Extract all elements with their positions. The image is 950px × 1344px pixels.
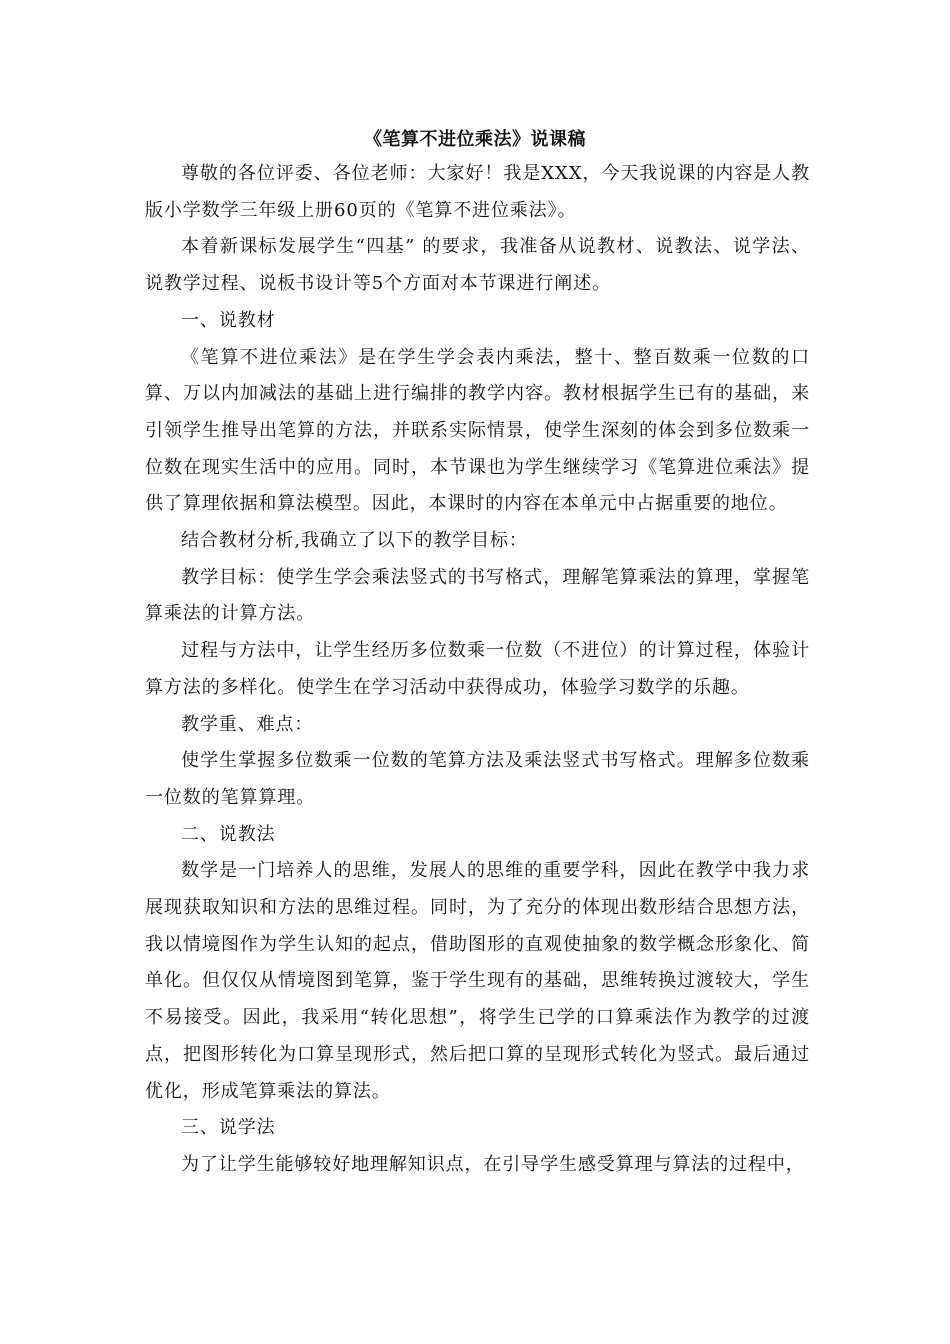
subheading-key-points: 教学重、难点：	[181, 713, 314, 735]
paragraph-overview: 本着新课标发展学生“四基” 的要求，我准备从说教材、说教法、说学法、说教学过程、说板书设计等5个方面对本节课进行阐述。	[145, 236, 810, 295]
paragraph-process-method: 过程与方法中，让学生经历多位数乘一位数（不进位）的计算过程，体验计算方法的多样化。使学生在学习活动中获得成功，体验学习数学的乐趣。	[145, 640, 810, 698]
paragraph-teaching-goal: 教学目标：使学生学会乘法竖式的书写格式，理解笔算乘法的算理，掌握笔算乘法的计算方法。	[145, 566, 810, 625]
section-heading-textbook: 一、说教材	[181, 309, 276, 331]
document-body	[145, 156, 810, 1184]
paragraph-goals-intro: 结合教材分析,我确立了以下的教学目标：	[181, 530, 528, 552]
section-heading-teaching-method: 二、说教法	[181, 823, 276, 845]
paragraph-greeting: 尊敬的各位评委、各位老师：大家好！我是XXX，今天我说课的内容是人教版小学数学三年级上册60页的《笔算不进位乘法》。	[145, 163, 810, 221]
section-heading-learning-method: 三、说学法	[181, 1117, 276, 1139]
paragraph-textbook: 《笔算不进位乘法》是在学生学会表内乘法，整十、整百数乘一位数的口算、万以内加减法的基础上进行编排的教学内容。教材根据学生已有的基础，来引领学生推导出笔算的方法，并联系实际情景，使学生深刻的体会到多位数乘一位数在现实生活中的应用。同时，本节课也为学生继续学习《笔算进位乘法》提供了算理依据和算法模型。因此，本课时的内容在本单元中占据重要的地位。	[145, 346, 810, 515]
document-title: 《笔算不进位乘法》说课稿	[364, 129, 586, 150]
paragraph-learning-method: 为了让学生能够较好地理解知识点，在引导学生感受算理与算法的过程中，	[181, 1153, 805, 1175]
paragraph-key-points: 使学生掌握多位数乘一位数的笔算方法及乘法竖式书写格式。理解多位数乘一位数的笔算算理。	[145, 750, 810, 808]
paragraph-teaching-method: 数学是一门培养人的思维，发展人的思维的重要学科，因此在教学中我力求展现获取知识和方法的思维过程。同时，为了充分的体现出数形结合思想方法，我以情境图作为学生认知的起点，借助图形的直观使抽象的数学概念形象化、简单化。但仅仅从情境图到笔算，鉴于学生现有的基础，思维转换过渡较大，学生不易接受。因此，我采用“转化思想”，将学生已学的口算乘法作为教学的过渡点，把图形转化为口算呈现形式，然后把口算的呈现形式转化为竖式。最后通过优化，形成笔算乘法的算法。	[145, 860, 810, 1102]
